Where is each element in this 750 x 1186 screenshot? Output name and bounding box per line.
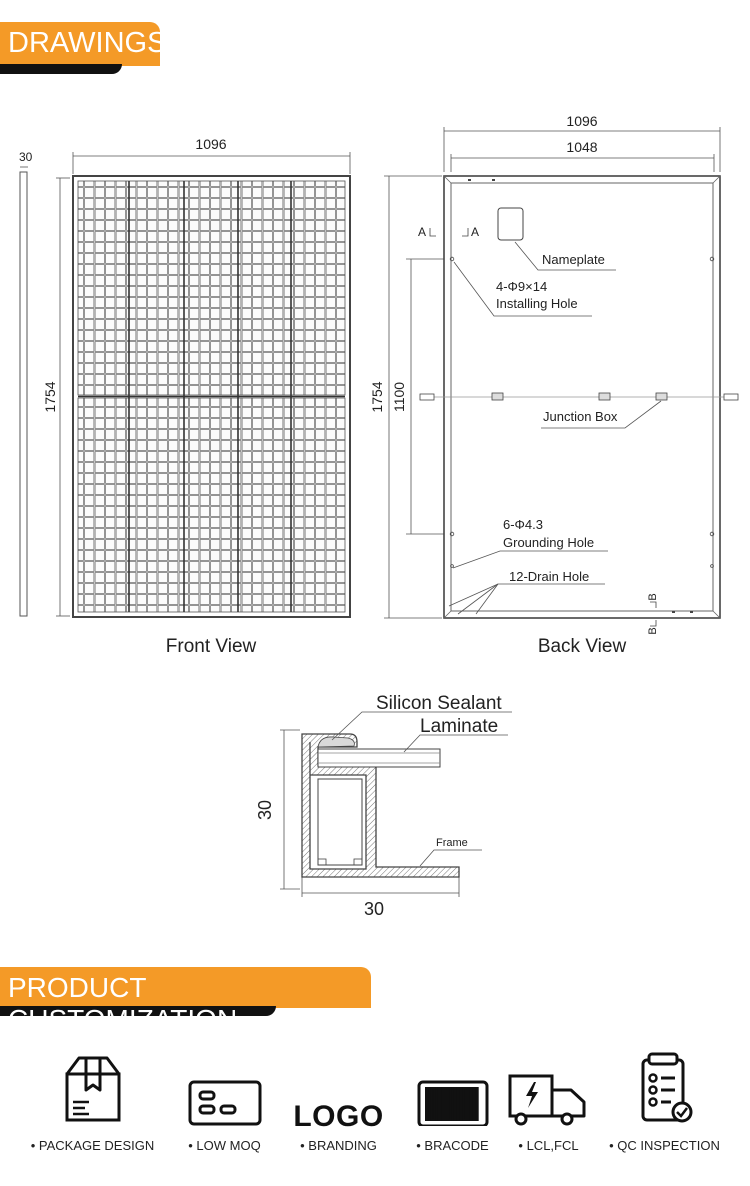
frame-cavity xyxy=(318,779,362,865)
connector-left xyxy=(420,394,434,400)
option-label: • PACKAGE DESIGN xyxy=(30,1138,155,1153)
banner-title: DRAWINGS xyxy=(8,27,167,59)
barcode-bar xyxy=(473,1088,475,1120)
barcode-bar xyxy=(431,1088,434,1120)
junction-box-2 xyxy=(599,393,610,400)
junction-box-3 xyxy=(656,393,667,400)
nameplate xyxy=(498,208,523,240)
option-package-design xyxy=(30,1050,155,1160)
junction-box-label: Junction Box xyxy=(543,409,618,424)
barcode-bar xyxy=(463,1088,466,1120)
barcode-bar xyxy=(429,1088,430,1120)
barcode-bar xyxy=(436,1088,437,1120)
option-qc-inspection xyxy=(602,1050,727,1160)
drain-hole-label: 12-Drain Hole xyxy=(509,569,590,584)
barcode-bar xyxy=(438,1088,440,1120)
nameplate-label: Nameplate xyxy=(542,252,605,267)
side-profile xyxy=(20,172,27,616)
logo-icon: LOGO xyxy=(293,1100,384,1133)
barcode-bar xyxy=(457,1088,459,1120)
laminate-label: Laminate xyxy=(420,716,499,737)
grounding-hole-label: Grounding Hole xyxy=(503,535,595,550)
barcode-bar xyxy=(442,1088,444,1120)
connector-right xyxy=(724,394,738,400)
barcode-bar xyxy=(426,1088,428,1120)
back-view-caption: Back View xyxy=(537,636,627,657)
truck-icon xyxy=(507,1050,591,1126)
thickness-dimension: 30 xyxy=(19,150,33,164)
option-label: • BRANDING xyxy=(300,1138,377,1153)
barcode-bar xyxy=(470,1088,471,1120)
section-b-bottom: B xyxy=(647,627,659,635)
installing-hole-spec: 4-Φ9×14 xyxy=(496,279,548,294)
option-low-moq xyxy=(162,1050,287,1160)
junction-box-1 xyxy=(492,393,503,400)
option-label: • BRACODE xyxy=(416,1138,489,1153)
hole-spacing-dimension: 1100 xyxy=(391,381,407,413)
front-height-dimension: 1754 xyxy=(42,381,58,413)
back-height-dimension: 1754 xyxy=(369,381,385,413)
barcode-bar xyxy=(452,1088,453,1120)
package-box-icon xyxy=(53,1050,133,1126)
low-moq-icon xyxy=(185,1050,265,1126)
back-outer-width-dimension: 1096 xyxy=(566,113,598,129)
barcode-bar xyxy=(454,1088,455,1120)
option-label: • LOW MOQ xyxy=(188,1138,261,1153)
option-branding xyxy=(276,1050,401,1160)
option-label: • LCL,FCL xyxy=(518,1138,579,1153)
grounding-hole-spec: 6-Φ4.3 xyxy=(503,517,544,532)
barcode-bar xyxy=(476,1088,477,1120)
customization-banner xyxy=(0,967,380,1035)
section-b-top: B xyxy=(647,593,659,601)
barcode-bar xyxy=(460,1088,461,1120)
clipboard-check-icon xyxy=(625,1050,705,1130)
cell-grid-top xyxy=(78,181,345,395)
barcode-bar xyxy=(445,1088,446,1120)
front-width-dimension: 1096 xyxy=(195,136,227,152)
laminate xyxy=(318,749,440,767)
frame-section xyxy=(255,693,512,919)
cell-grid-bottom xyxy=(78,398,345,612)
section-height-dimension: 30 xyxy=(255,799,275,821)
option-label: • QC INSPECTION xyxy=(609,1138,720,1153)
back-inner-width-dimension: 1048 xyxy=(566,139,598,155)
section-a-right: A xyxy=(471,225,480,239)
frame-label: Frame xyxy=(436,837,468,849)
front-view-caption: Front View xyxy=(165,636,257,657)
banner-title: PRODUCT CUSTOMIZATION xyxy=(8,972,238,1035)
barcode-bar xyxy=(467,1088,469,1120)
section-a-left: A xyxy=(418,225,427,239)
section-width-dimension: 30 xyxy=(363,899,385,919)
side-view xyxy=(19,150,33,616)
customization-options xyxy=(0,1050,750,1186)
silicon-sealant xyxy=(318,737,354,747)
back-view xyxy=(369,113,738,657)
barcode-icon xyxy=(413,1050,493,1126)
installing-hole-label: Installing Hole xyxy=(496,296,578,311)
barcode-bar xyxy=(448,1088,451,1120)
option-lcl-fcl xyxy=(486,1050,611,1160)
front-view xyxy=(42,136,350,657)
silicon-sealant-label: Silicon Sealant xyxy=(376,693,502,714)
